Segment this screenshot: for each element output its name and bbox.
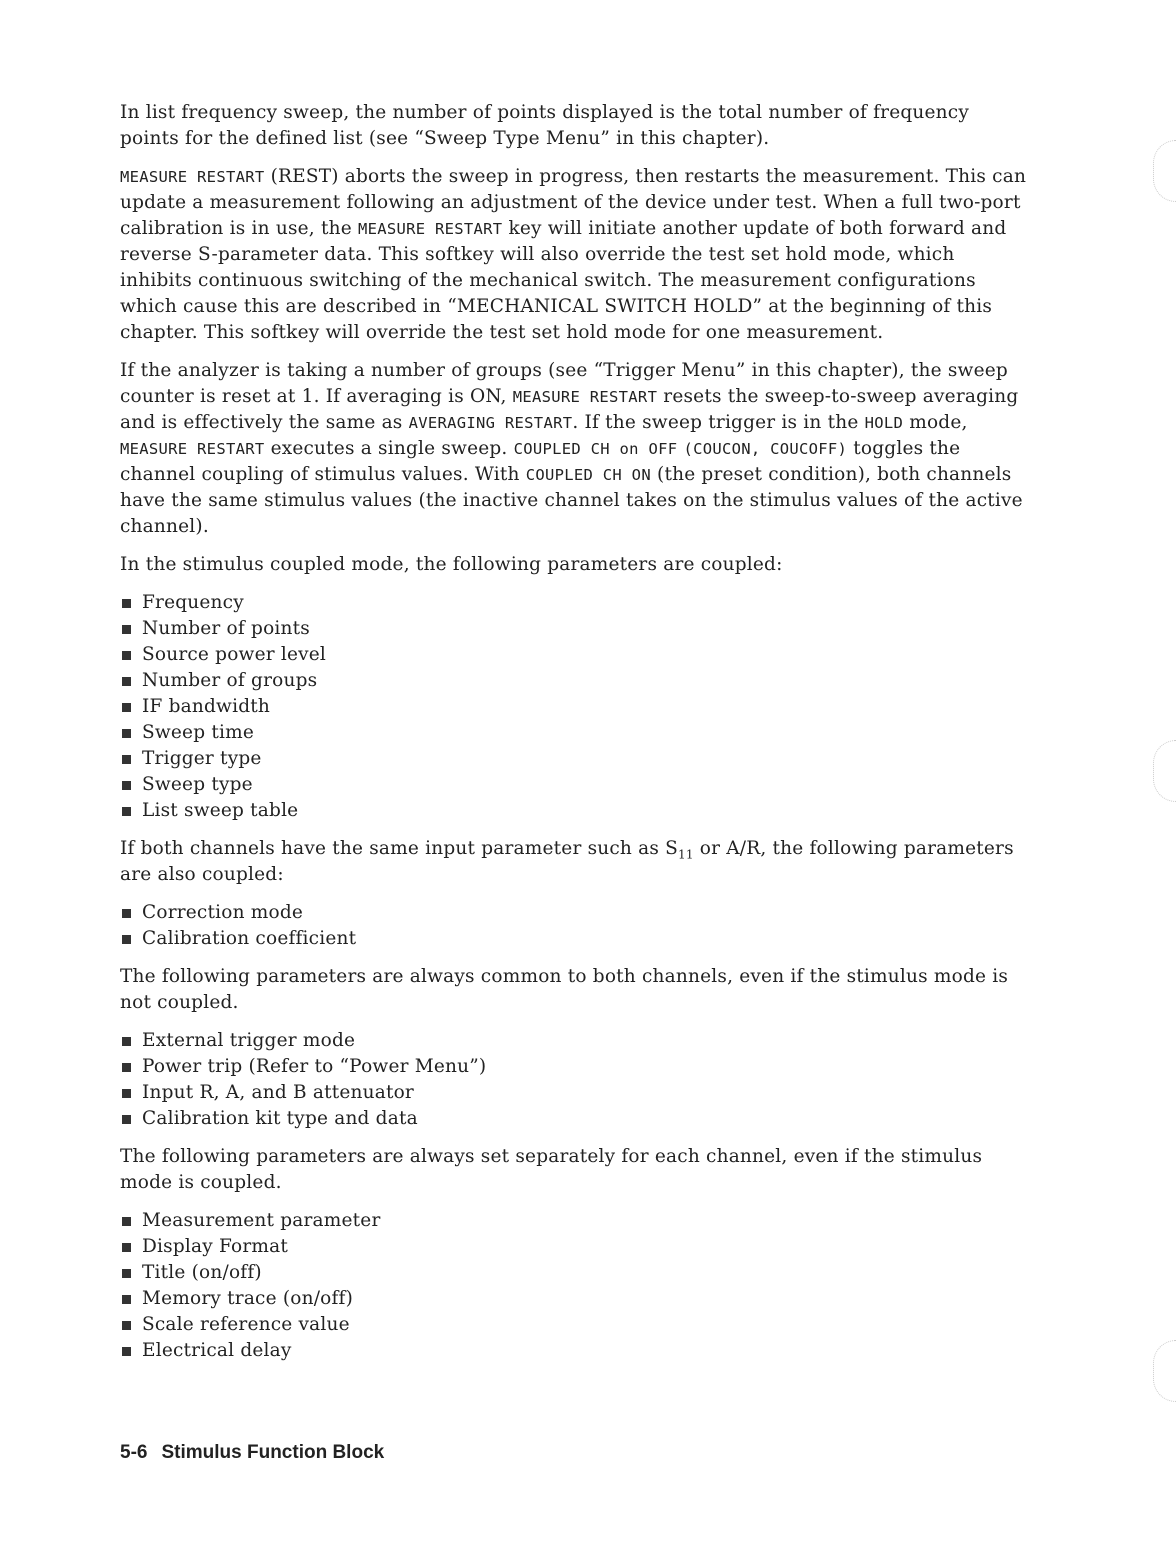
intro-paragraphs (120, 100, 1032, 578)
softkey-label: COUPLED CH ON (525, 466, 651, 484)
softkey-label: MEASURE RESTART (120, 168, 265, 186)
list-item (120, 1338, 1032, 1364)
bullet-icon (122, 807, 131, 816)
list-item (120, 1286, 1032, 1312)
bullet-icon (122, 651, 131, 660)
separate-paragraph: The following parameters are always set separately for each channel, even if the stimulus mode is coupled. (120, 1146, 983, 1193)
text: (the preset condition), both channels have the same stimulus values (the inactive channel takes on the stimulus values of the active channel). (120, 464, 1023, 537)
softkey-label: MEASURE RESTART (357, 220, 503, 238)
bullet-icon (122, 909, 131, 918)
common-paragraph: The following parameters are always common to both channels, even if the stimulus mode is not coupled. (120, 966, 1009, 1013)
text: executes a single sweep. (264, 438, 514, 459)
punch-hole (1153, 1340, 1176, 1402)
subscript: 11 (678, 847, 694, 862)
softkey-label: (COUCON, COUCOFF) (683, 440, 848, 458)
list-item-text: Number of points (142, 618, 310, 639)
text: key will initiate another update of both forward and reverse S-parameter data. This softkey will also override the test set hold mode, which inhibits continuous switching of the mechanical switch. The measurement configurations which cause this are described in “MECHANICAL SWITCH HOLD” at the beginning of this chapter. This softkey will override the test set hold mode for one measurement. (120, 218, 1007, 343)
punch-hole (1153, 740, 1176, 802)
list-item-text: External trigger mode (142, 1030, 356, 1051)
text: resets the sweep-to-sweep averaging and is effectively the same as (120, 386, 1019, 433)
bullet-icon (122, 781, 131, 790)
list-item-text: Sweep time (142, 722, 254, 743)
bullet-icon (122, 1089, 131, 1098)
list-item (120, 1054, 1032, 1080)
list-item-text: Title (on/off) (142, 1262, 262, 1283)
list-item (120, 746, 1032, 772)
bullet-icon (122, 599, 131, 608)
bullet-icon (122, 1115, 131, 1124)
list-item (120, 926, 1032, 952)
list-item (120, 668, 1032, 694)
text: In list frequency sweep, the number of points displayed is the total number of frequency points for the defined list (see “Sweep Type Menu” in this chapter). (120, 102, 969, 149)
separate-parameters-list (120, 1208, 1032, 1364)
text: If both channels have the same input parameter such as S (120, 838, 679, 859)
section-title: Stimulus Function Block (161, 1442, 385, 1463)
list-item (120, 1106, 1032, 1132)
list-item-text: Electrical delay (142, 1340, 292, 1361)
list-item-text: Display Format (142, 1236, 288, 1257)
softkey-label: COUPLED CH on OFF (513, 440, 678, 458)
list-item-text: List sweep table (142, 800, 299, 821)
text: or A/R, the following parameters are also coupled: (120, 838, 1014, 885)
list-item-text: Scale reference value (142, 1314, 350, 1335)
bullet-icon (122, 1243, 131, 1252)
list-item (120, 772, 1032, 798)
page-number: 5-6 (120, 1442, 148, 1463)
paragraph (120, 164, 1032, 346)
list-item (120, 694, 1032, 720)
bullet-icon (122, 677, 131, 686)
list-item (120, 798, 1032, 824)
list-item-text: Correction mode (142, 902, 304, 923)
list-item-text: Trigger type (142, 748, 262, 769)
list-item-text: Measurement parameter (142, 1210, 381, 1231)
list-item (120, 1208, 1032, 1234)
punch-hole (1153, 140, 1176, 202)
list-item (120, 590, 1032, 616)
list-item (120, 720, 1032, 746)
page-body (120, 100, 1032, 1376)
text: . If the sweep trigger is in the (572, 412, 865, 433)
bullet-icon (122, 625, 131, 634)
coupled-parameters-list (120, 590, 1032, 824)
paragraph (120, 552, 1032, 578)
also-coupled-list (120, 900, 1032, 952)
list-item (120, 1080, 1032, 1106)
bullet-icon (122, 1037, 131, 1046)
softkey-label: HOLD (864, 414, 904, 432)
paragraph (120, 100, 1032, 152)
same-input-paragraph (120, 836, 1032, 888)
list-item-text: Source power level (142, 644, 327, 665)
bullet-icon (122, 1217, 131, 1226)
bullet-icon (122, 755, 131, 764)
text: (REST) aborts the sweep in progress, then restarts the measurement. This can update a measurement following an adjustment of the device under test. When a full two-port calibration is in use, the (120, 166, 1027, 239)
list-item (120, 1234, 1032, 1260)
softkey-label: MEASURE RESTART (512, 388, 658, 406)
bullet-icon (122, 1321, 131, 1330)
list-item-text: Memory trace (on/off) (142, 1288, 353, 1309)
list-item-text: Frequency (142, 592, 244, 613)
list-item (120, 900, 1032, 926)
list-item-text: IF bandwidth (142, 696, 270, 717)
bullet-icon (122, 1347, 131, 1356)
text: If the analyzer is taking a number of groups (see “Trigger Menu” in this chapter), the sweep counter is reset at 1. If averaging is ON, (120, 360, 1008, 407)
list-item (120, 642, 1032, 668)
bullet-icon (122, 1269, 131, 1278)
list-item (120, 1312, 1032, 1338)
list-item-text: Calibration coefficient (142, 928, 357, 949)
text: mode, (903, 412, 968, 433)
list-item-text: Calibration kit type and data (142, 1108, 418, 1129)
softkey-label: AVERAGING RESTART (408, 414, 573, 432)
bullet-icon (122, 729, 131, 738)
bullet-icon (122, 1295, 131, 1304)
text: toggles the channel coupling of stimulus values. With (120, 438, 961, 485)
page-footer (120, 1442, 384, 1464)
list-item-text: Power trip (Refer to “Power Menu”) (142, 1056, 487, 1077)
bullet-icon (122, 935, 131, 944)
list-item (120, 616, 1032, 642)
list-item (120, 1028, 1032, 1054)
list-item-text: Number of groups (142, 670, 318, 691)
list-item-text: Input R, A, and B attenuator (142, 1082, 414, 1103)
paragraph (120, 358, 1032, 540)
text: In the stimulus coupled mode, the following parameters are coupled: (120, 554, 783, 575)
list-item-text: Sweep type (142, 774, 253, 795)
list-item (120, 1260, 1032, 1286)
softkey-label: MEASURE RESTART (120, 440, 265, 458)
bullet-icon (122, 1063, 131, 1072)
common-parameters-list (120, 1028, 1032, 1132)
bullet-icon (122, 703, 131, 712)
